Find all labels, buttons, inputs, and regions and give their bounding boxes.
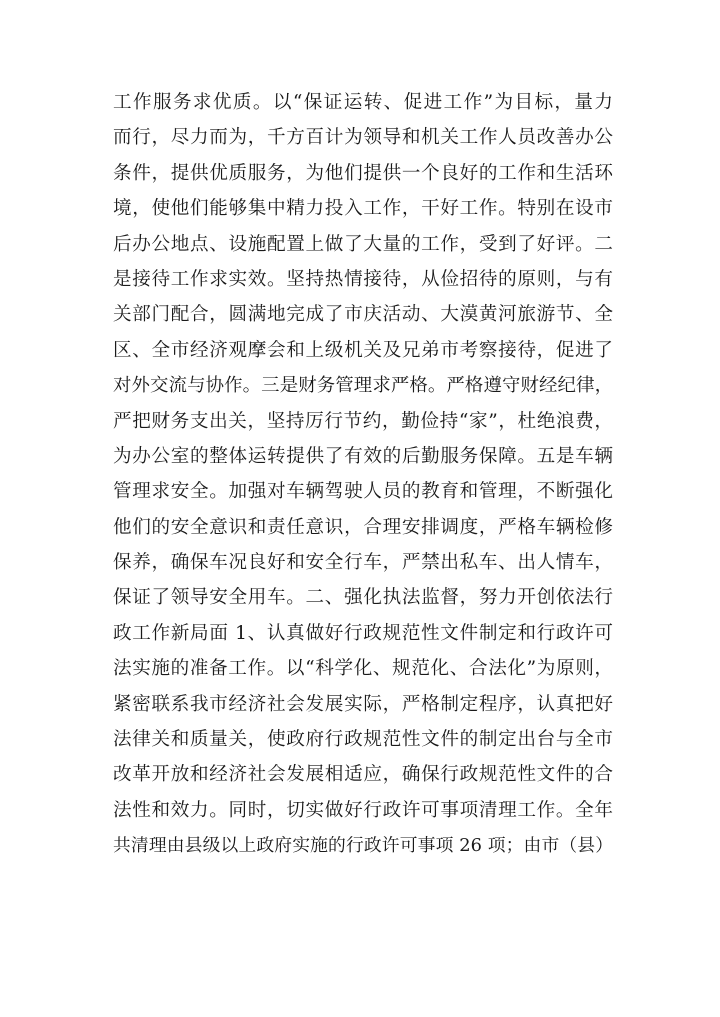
text-line: 政工作新局面 1、认真做好行政规范性文件制定和行政许可 xyxy=(113,622,613,644)
text-line: 是接待工作求实效。坚持热情接待，从俭招待的原则，与有 xyxy=(113,268,613,290)
text-line: 为办公室的整体运转提供了有效的后勤服务保障。五是车辆 xyxy=(113,445,613,467)
text-line: 而行，尽力而为，千方百计为领导和机关工作人员改善办公 xyxy=(113,127,613,149)
text-line: 法律关和质量关，使政府行政规范性文件的制定出台与全市 xyxy=(113,729,613,751)
text-line: 条件，提供优质服务，为他们提供一个良好的工作和生活环 xyxy=(113,162,613,184)
text-line: 后办公地点、设施配置上做了大量的工作，受到了好评。二 xyxy=(113,233,613,255)
text-line: 境，使他们能够集中精力投入工作，干好工作。特别在设市 xyxy=(113,198,613,220)
text-line: 对外交流与协作。三是财务管理求严格。严格遵守财经纪律， xyxy=(113,375,613,397)
text-line: 区、全市经济观摩会和上级机关及兄弟市考察接待，促进了 xyxy=(113,339,613,361)
text-line: 他们的安全意识和责任意识，合理安排调度，严格车辆检修 xyxy=(113,516,613,538)
text-line: 工作服务求优质。以“保证运转、促进工作”为目标，量力 xyxy=(113,92,613,113)
text-line: 改革开放和经济社会发展相适应，确保行政规范性文件的合 xyxy=(113,764,613,786)
text-line: 保证了领导安全用车。二、强化执法监督，努力开创依法行 xyxy=(113,587,613,609)
text-line: 严把财务支出关，坚持厉行节约，勤俭持“家”，杜绝浪费， xyxy=(113,410,613,432)
text-line: 管理求安全。加强对车辆驾驶人员的教育和管理，不断强化 xyxy=(113,481,613,503)
text-line: 法性和效力。同时，切实做好行政许可事项清理工作。全年 xyxy=(113,799,613,821)
text-line: 法实施的准备工作。以“科学化、规范化、合法化”为原则， xyxy=(113,658,613,680)
text-line: 保养，确保车况良好和安全行车，严禁出私车、出人情车， xyxy=(113,552,613,574)
text-line: 共清理由县级以上政府实施的行政许可事项 26 项；由市（县） xyxy=(113,835,613,857)
body-text xyxy=(113,85,613,864)
text-line: 关部门配合，圆满地完成了市庆活动、大漠黄河旅游节、全 xyxy=(113,304,613,326)
text-line: 紧密联系我市经济社会发展实际，严格制定程序，认真把好 xyxy=(113,693,613,715)
